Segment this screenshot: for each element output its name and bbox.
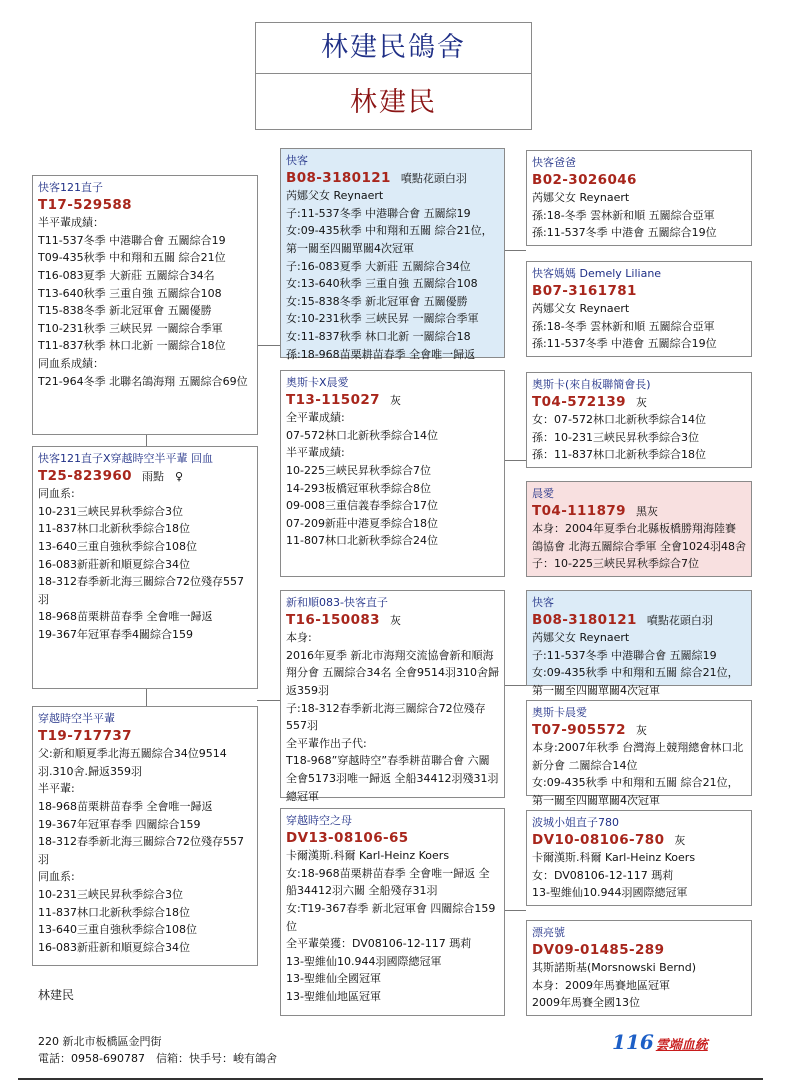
ggp2-lines [532,300,746,353]
great-grandparent-box-1 [526,150,752,246]
record-line: 13-聖維仙10.944羽國際總冠軍 [532,886,688,900]
record-line: 孫：10-231三峽民昇秋季綜合3位 [532,430,699,444]
record-line: 女:09-435秋季 中和翔和五關 綜合21位，第一關至四關單關4次冠軍 [532,776,739,807]
sire2-lines [38,745,252,956]
record-line: 女:09-435秋季 中和翔和五關 綜合21位，第一關至四關單關4次冠軍 [532,666,739,697]
record-line: 女:13-640秋季 三重自強 五關綜合108 [286,277,478,291]
record-line: 同血系成績： [38,356,104,370]
ggp7-ring: DV10-08106-780 [532,831,665,848]
record-line: 本身:2007年秋季 台灣海上競翔總會林口北新分會 二關綜合14位 [532,741,744,772]
sire2-category: 穿越時空半平輩 [38,712,115,725]
gp2-color: 灰 [389,393,401,407]
connector [504,910,526,911]
record-line: T10-231秋季 三峽民昇 一關綜合季軍 [38,321,223,335]
gp3-category: 新和順083-快客直子 [286,596,388,609]
record-line: 子：10-225三峽民昇秋季綜合7位 [532,557,699,571]
record-line: 半平輩成績: [286,446,345,460]
sire2-ring: T19-717737 [38,727,132,744]
ggp7-lines [532,849,746,902]
ggp8-ring: DV09-01485-289 [532,941,665,958]
record-line: T18-968”穿越時空”春季耕苗聯合會 六關全會5173羽唯一歸返 全船34412羽殘31羽總冠軍 [286,754,499,803]
ggp1-lines [532,189,746,242]
breeder-name: 林建民 [38,988,75,1002]
record-line: 卡爾漢斯.科爾 Karl-Heinz Koers [286,849,450,863]
great-grandparent-box-6 [526,700,752,807]
great-grandparent-box-3 [526,372,752,468]
record-line: 本身：2009年馬賽地區冠軍 [532,978,670,992]
record-line: 本身: [286,631,312,645]
ggp1-category: 快客爸爸 [532,156,576,169]
record-line: 父:新和順夏季北海五關綜合34位9514羽.310舍.歸返359羽 [38,747,227,778]
record-line: 子:11-537冬季 中港聯合會 五關綜19 [532,648,717,662]
record-line: 芮娜父女 Reynaert [532,302,630,316]
record-line: 半平輩: [38,782,75,796]
dam-ring: T25-823960 [38,467,132,484]
ggp4-color: 黑灰 [635,504,658,518]
record-line: 19-367年冠軍春季4關綜合159 [38,627,193,641]
logo [612,1030,708,1054]
gp4-ring: DV13-08106-65 [286,829,409,846]
record-line: 14-293板橋冠軍秋季綜合8位 [286,481,431,495]
record-line: 09-008三重信義春季綜合17位 [286,499,438,513]
record-line: 16-083新莊新和順夏綜合34位 [38,940,190,954]
ggp4-category: 晨愛 [532,487,554,500]
sire-box [32,175,258,435]
record-line: 全平輩榮獲：DV08106-12-117 瑪莉 [286,937,472,951]
record-line: 同血系: [38,487,75,501]
connector [504,250,526,251]
ggp1-ring: B02-3026046 [532,171,637,188]
ggp6-category: 奧斯卡晨愛 [532,706,587,719]
ggp2-category: 快客媽媽 Demely Liliane [532,267,662,280]
gp3-ring: T16-150083 [286,611,380,628]
dam-lines [38,485,252,643]
record-line: 其斯諾斯基(Morsnowski Bernd) [532,961,697,975]
dam-category: 快客121直子X穿越時空半平輩 回血 [38,452,214,465]
ggp8-category: 漂亮號 [532,926,565,939]
record-line: T11-537冬季 中港聯合會 五關綜合19 [38,233,226,247]
record-line: T16-083夏季 大新莊 五關綜合34名 [38,268,215,282]
ggp6-ring: T07-905572 [532,721,626,738]
record-line: T09-435秋季 中和翔和五關 綜合21位 [38,251,226,265]
record-line: 女:09-435秋季 中和翔和五關 綜合21位，第一關至四關單關4次冠軍 [286,224,493,255]
contact-info: 電話：0958-690787 信箱：快手号：峻有鴿舍 [38,1052,277,1065]
connector [257,700,281,701]
record-line: 芮娜父女 Reynaert [532,631,630,645]
record-line: 18-968苗栗耕苗春季 全會唯一歸返 [38,610,213,624]
connector [504,460,526,461]
loft-name: 林建民鴿舍 [256,23,531,74]
great-grandparent-box-8 [526,920,752,1016]
great-grandparent-box-7 [526,810,752,906]
connector [504,685,526,686]
gp4-category: 穿越時空之母 [286,814,352,827]
ggp8-lines [532,959,746,1012]
gp1-color: 噴點花頭白羽 [400,171,467,185]
record-line: 10-231三峽民昇秋季綜合3位 [38,887,183,901]
record-line: 女:18-968苗栗耕苗春季 全會唯一歸返 全船34412羽六關 全船殘存31羽 [286,866,490,898]
record-line: 孫:18-冬季 雲林新和順 五關綜合亞軍 [532,319,715,333]
bottom-rule [18,1078,763,1080]
logo-text: 雲端血統 [655,1038,708,1053]
ggp4-ring: T04-111879 [532,502,626,519]
address: 220 新北市板橋區金門街 [38,1035,162,1048]
record-line: 13-聖維仙地區冠軍 [286,989,381,1003]
grandparent-box-4 [280,808,505,1016]
record-line: 孫：11-837林口北新秋季綜合18位 [532,448,706,462]
record-line: 芮娜父女 Reynaert [532,191,630,205]
record-line: 13-640三重自強秋季綜合108位 [38,923,197,937]
record-line: 07-209新莊中港夏季綜合18位 [286,516,438,530]
grandparent-box-1 [280,148,505,361]
gp2-category: 奧斯卡X晨愛 [286,376,349,389]
gp3-color: 灰 [389,613,401,627]
record-line: 子:16-083夏季 大新莊 五關綜合34位 [286,259,471,273]
ggp3-category: 奧斯卡(來自板聯簡會長) [532,378,651,391]
record-line: 11-837林口北新秋季綜合18位 [38,905,190,919]
record-line: 芮娜父女 Reynaert [286,189,384,203]
ggp6-color: 灰 [635,723,647,737]
pedigree-title [255,22,532,130]
ggp7-category: 波城小姐直子780 [532,816,619,829]
gp2-lines [286,409,499,550]
ggp5-ring: B08-3180121 [532,611,637,628]
dam-box [32,446,258,689]
record-line: 女：DV08106-12-117 瑪莉 [532,868,674,882]
record-line: 孫:11-537冬季 中港會 五關綜合19位 [532,226,717,240]
ggp6-lines [532,739,746,809]
ggp4-lines [532,520,746,573]
ggp2-ring: B07-3161781 [532,282,637,299]
record-line: 卡爾漢斯.科爾 Karl-Heinz Koers [532,851,696,865]
record-line: 女:10-231秋季 三峽民昇 一關綜合季軍 [286,312,479,326]
gp4-lines [286,847,499,1005]
record-line: 半平輩成績： [38,216,104,230]
great-grandparent-box-5 [526,590,752,697]
record-line: 孫:18-968苗栗耕苗春季 全會唯一歸返 [286,347,476,361]
sire-category: 快客121直子 [38,181,103,194]
grandparent-box-2 [280,370,505,577]
ggp7-color: 灰 [674,833,686,847]
sire-lines [38,214,252,390]
connector [146,688,147,706]
gp1-category: 快客 [286,154,308,167]
ggp5-category: 快客 [532,596,554,609]
record-line: 18-312春季新北海三關綜合72位殘存557羽 [38,575,244,606]
great-grandparent-box-4 [526,481,752,577]
ggp3-lines [532,411,746,464]
sire2-box [32,706,258,966]
record-line: 18-312春季新北海三關綜合72位殘存557羽 [38,835,244,866]
record-line: 同血系: [38,870,75,884]
record-line: 16-083新莊新和順夏綜合34位 [38,557,190,571]
record-line: 子:18-312春季新北海三關綜合72位殘存557羽 [286,701,486,733]
ggp5-lines [532,629,746,699]
dam-color: 雨點 ♀ [141,469,184,483]
record-line: 2016年夏季 新北市海翔交流協會新和順海翔分會 五關綜合34名 全會9514羽310舍歸返359羽 [286,648,499,697]
record-line: 10-225三峽民昇秋季綜合7位 [286,463,431,477]
record-line: 18-968苗栗耕苗春季 全會唯一歸返 [38,799,213,813]
record-line: 13-聖維仙10.944羽國際總冠軍 [286,954,442,968]
record-line: 13-640三重自強秋季綜合108位 [38,539,197,553]
record-line: 女:T19-367春季 新北冠軍會 四關綜合159位 [286,901,496,933]
record-line: 13-聖維仙全國冠軍 [286,972,381,986]
record-line: T21-964冬季 北聯名鴿海翔 五關綜合69位 [38,374,248,388]
sire-ring: T17-529588 [38,196,132,213]
gp3-lines [286,629,499,805]
record-line: 女:11-837秋季 林口北新 一關綜合18 [286,329,471,343]
ggp3-color: 灰 [635,395,647,409]
record-line: 全平輩成績: [286,411,345,425]
ggp3-ring: T04-572139 [532,393,626,410]
gp1-lines [286,187,499,363]
owner-name: 林建民 [350,87,437,118]
record-line: 孫:18-冬季 雲林新和順 五關綜合亞軍 [532,208,715,222]
logo-number: 116 [612,1030,654,1054]
record-line: 女:15-838冬季 新北冠軍會 五關優勝 [286,294,468,308]
record-line: 本身：2004年夏季台北縣板橋勝翔海陸賽鴿協會 北海五關綜合季軍 全會1024羽48舍 [532,522,746,553]
record-line: 19-367年冠軍春季 四關綜合159 [38,817,201,831]
record-line: 10-231三峽民昇秋季綜合3位 [38,504,183,518]
record-line: 2009年馬賽全國13位 [532,996,640,1010]
record-line: 子:11-537冬季 中港聯合會 五關綜19 [286,206,471,220]
record-line: T11-837秋季 林口北新 一關綜合18位 [38,339,226,353]
record-line: T15-838冬季 新北冠軍會 五關優勝 [38,304,212,318]
record-line: 11-807林口北新秋季綜合24位 [286,534,438,548]
record-line: 女：07-572林口北新秋季綜合14位 [532,413,706,427]
gp2-ring: T13-115027 [286,391,380,408]
grandparent-box-3 [280,590,505,803]
great-grandparent-box-2 [526,261,752,357]
record-line: 孫:11-537冬季 中港會 五關綜合19位 [532,337,717,351]
record-line: 11-837林口北新秋季綜合18位 [38,522,190,536]
gp1-ring: B08-3180121 [286,169,391,186]
record-line: 07-572林口北新秋季綜合14位 [286,428,438,442]
ggp5-color: 噴點花頭白羽 [646,613,713,627]
connector [257,345,281,346]
record-line: 全平輩作出子代: [286,736,367,750]
record-line: T13-640秋季 三重自強 五關綜合108 [38,286,222,300]
